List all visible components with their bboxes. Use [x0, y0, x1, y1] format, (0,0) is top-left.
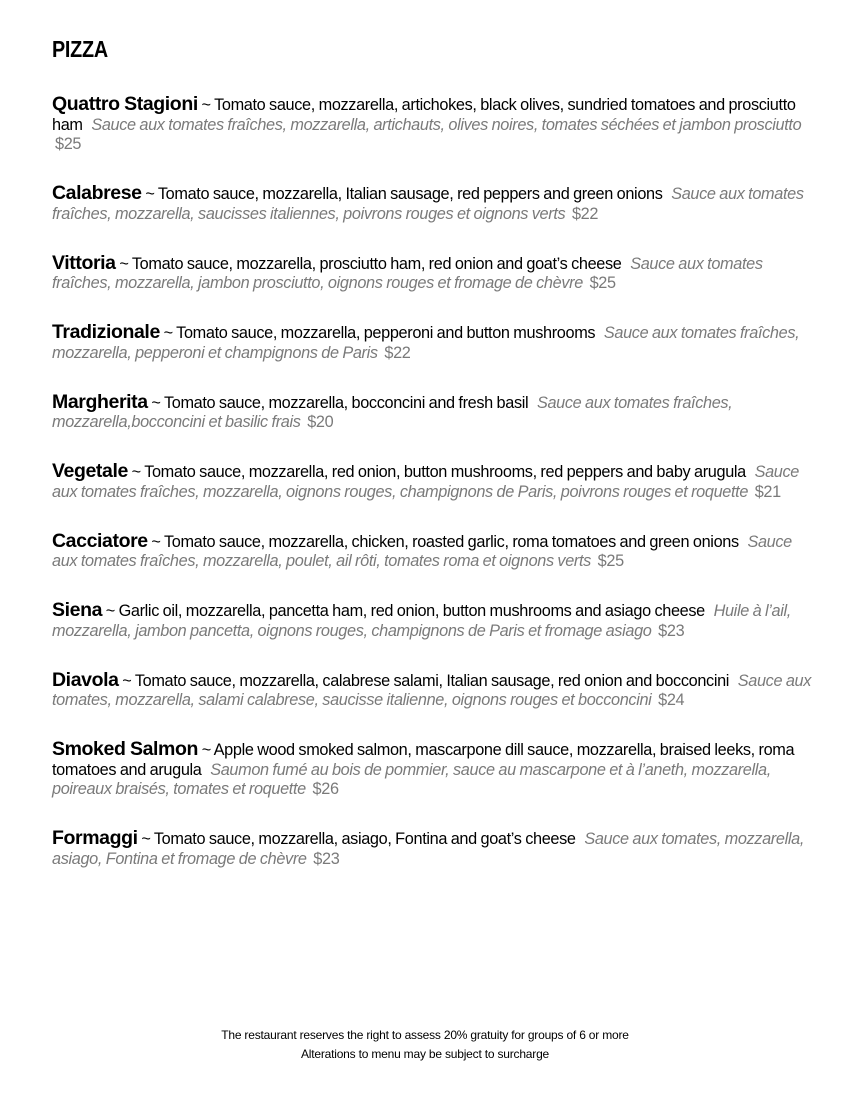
item-price: $26 — [312, 780, 339, 798]
section-title: PIZZA — [52, 36, 108, 62]
menu-item — [52, 390, 820, 433]
item-separator: ~ — [122, 671, 132, 690]
menu-item — [52, 529, 820, 572]
item-name: Margherita — [52, 390, 148, 413]
item-description-english: Tomato sauce, mozzarella, Italian sausage, red peppers and green onions — [157, 185, 663, 203]
item-description-english: Tomato sauce, mozzarella, asiago, Fontina and goat’s cheese — [153, 830, 576, 848]
item-name: Smoked Salmon — [52, 738, 199, 760]
item-description-french: Sauce aux tomates fraîches, mozzarella, poulet, ail rôti, tomates roma et oignons verts — [52, 532, 792, 570]
menu-page — [52, 36, 820, 899]
item-name: Diavola — [52, 668, 119, 691]
item-description-english: Tomato sauce, mozzarella, calabrese salami, Italian sausage, red onion and bocconcini — [134, 671, 730, 690]
item-description-french: Sauce aux tomates fraîches, mozzarella,bocconcini et basilic frais — [52, 393, 733, 431]
item-name: Vegetale — [52, 460, 128, 482]
item-separator: ~ — [131, 463, 141, 481]
item-price: $22 — [384, 343, 411, 362]
item-price: $20 — [307, 413, 334, 431]
item-price: $25 — [55, 135, 82, 153]
footer — [0, 1026, 850, 1064]
item-name: Quattro Stagioni — [52, 93, 198, 115]
item-separator: ~ — [201, 741, 211, 759]
item-description-french: Huile à l’ail, mozzarella, jambon pancetta, oignons rouges, champignons de Paris et fromage asiago — [52, 602, 791, 640]
item-description-english: Tomato sauce, mozzarella, pepperoni and button mushrooms — [176, 324, 596, 342]
item-name: Siena — [52, 599, 103, 621]
item-price: $24 — [658, 691, 685, 709]
menu-item — [52, 829, 820, 869]
item-price: $23 — [658, 621, 685, 640]
item-price: $23 — [313, 849, 340, 868]
item-description-french: Sauce aux tomates fraîches, mozzarella, artichauts, olives noires, tomates séchées et jambon prosciutto — [91, 115, 802, 134]
item-description-english: Tomato sauce, mozzarella, red onion, button mushrooms, red peppers and baby arugula — [144, 463, 746, 481]
surcharge-notice: Alterations to menu may be subject to surcharge — [300, 1047, 550, 1061]
item-price: $22 — [571, 204, 599, 223]
item-description-english: Tomato sauce, mozzarella, artichokes, black olives, sundried tomatoes and prosciutto ham — [52, 96, 796, 134]
menu-item — [52, 323, 820, 363]
item-description-french: Sauce aux tomates fraîches, mozzarella, jambon prosciutto, oignons rouges et fromage de chèvre — [52, 254, 763, 292]
menu-item — [52, 184, 820, 224]
item-description-french: Saumon fumé au bois de pommier, sauce au mascarpone et à l’aneth, mozzarella, poireaux braisés, tomates et roquette — [52, 760, 771, 798]
item-description-french: Sauce aux tomates fraîches, mozzarella, saucisses italiennes, poivrons rouges et oignons verts — [52, 185, 804, 223]
item-description-english: Tomato sauce, mozzarella, chicken, roasted garlic, roma tomatoes and green onions — [163, 532, 739, 551]
item-price: $25 — [597, 552, 624, 570]
item-separator: ~ — [151, 393, 161, 412]
item-name: Vittoria — [52, 251, 116, 274]
item-description-french: Sauce aux tomates fraîches, mozzarella, oignons rouges, champignons de Paris, poivrons rouges et roquette — [52, 463, 799, 501]
item-description-french: Sauce aux tomates fraîches, mozzarella, pepperoni et champignons de Paris — [52, 324, 800, 362]
item-separator: ~ — [163, 324, 173, 342]
item-description-english: Apple wood smoked salmon, mascarpone dill sauce, mozzarella, braised leeks, roma tomatoes and arugula — [52, 741, 795, 779]
gratuity-notice: The restaurant reserves the right to assess 20% gratuity for groups of 6 or more — [221, 1028, 629, 1042]
menu-item — [52, 462, 820, 502]
menu-item — [52, 251, 820, 294]
item-price: $25 — [589, 274, 616, 292]
item-separator: ~ — [119, 254, 129, 273]
item-separator: ~ — [105, 602, 115, 620]
item-name: Formaggi — [52, 827, 138, 849]
item-description-french: Sauce aux tomates, mozzarella, salami calabrese, saucisse italienne, oignons rouges et bocconcini — [52, 671, 812, 709]
item-description-french: Sauce aux tomates, mozzarella, asiago, Fontina et fromage de chèvre — [52, 830, 804, 868]
item-name: Tradizionale — [52, 321, 160, 343]
pizza-list — [52, 95, 820, 869]
item-name: Calabrese — [52, 182, 142, 204]
item-separator: ~ — [145, 185, 155, 203]
menu-item — [52, 601, 820, 641]
menu-item — [52, 740, 820, 800]
item-separator: ~ — [201, 96, 211, 114]
item-separator: ~ — [151, 532, 161, 551]
menu-item — [52, 95, 820, 155]
item-name: Cacciatore — [52, 529, 148, 552]
menu-item — [52, 668, 820, 711]
item-separator: ~ — [141, 830, 151, 848]
item-description-english: Tomato sauce, mozzarella, bocconcini and fresh basil — [163, 393, 529, 412]
item-description-english: Garlic oil, mozzarella, pancetta ham, red onion, button mushrooms and asiago cheese — [118, 602, 705, 620]
item-price: $21 — [754, 482, 781, 501]
item-description-english: Tomato sauce, mozzarella, prosciutto ham, red onion and goat’s cheese — [131, 254, 622, 273]
